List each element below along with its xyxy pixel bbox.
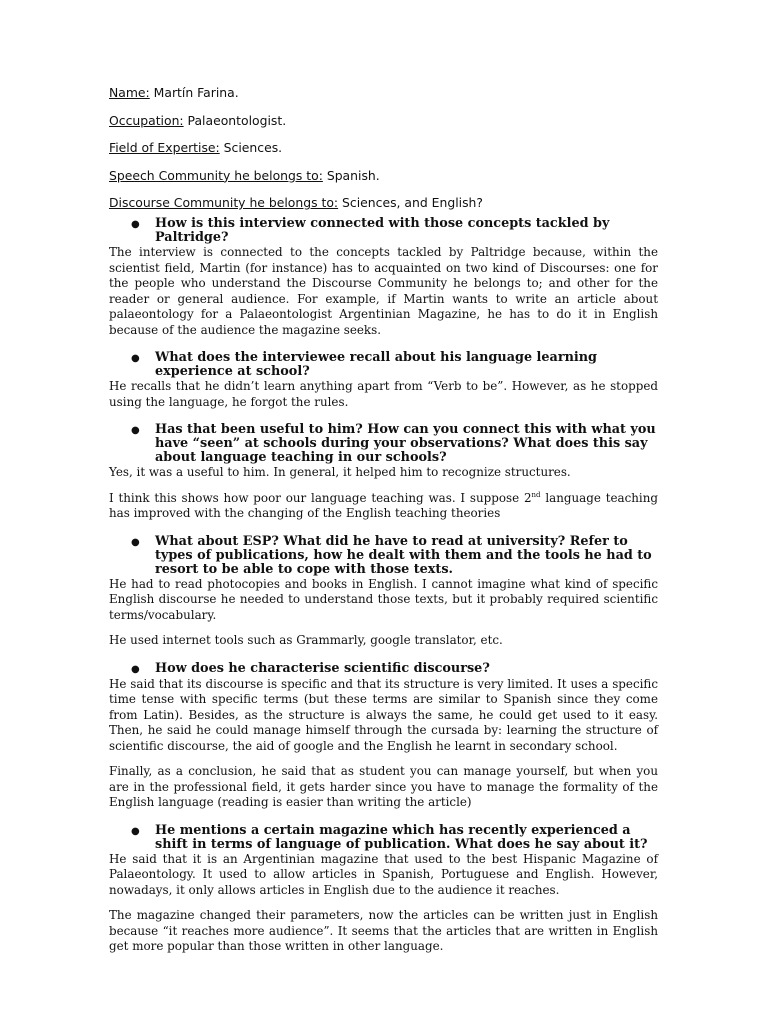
bullet-icon: ●	[131, 663, 140, 675]
field-value: Martín Farina.	[149, 85, 239, 100]
answer-paragraph: He had to read photocopies and books in English. I cannot imagine what kind of specific English discourse he needed to understand those texts, but it probably required scientific terms/vocabulary.	[109, 576, 658, 622]
field-of-expertise-field	[109, 140, 658, 155]
field-label: Name:	[109, 85, 150, 100]
field-label: Discourse Community he belongs to:	[109, 195, 339, 210]
field-label: Speech Community he belongs to:	[109, 167, 323, 183]
question-text: He mentions a certain magazine which has recently experienced a shift in terms of language of publication. What does he say about it?	[155, 822, 648, 852]
answer-paragraph	[109, 491, 658, 522]
answer-text: language teaching has improved with the changing of the English teaching theories	[109, 490, 658, 520]
question-1	[109, 217, 658, 245]
bullet-icon: ●	[131, 536, 140, 548]
bullet-icon: ●	[131, 425, 140, 436]
answer-paragraph: Yes, it was a useful to him. In general, it helped him to recognize structures.	[109, 465, 571, 479]
answer-paragraph: He said that it is an Argentinian magazine that used to the best Hispanic Magazine of Palaeontology. It used to allow articles in Spanish, Portuguese and English. However, nowadays, it only allows articles in English due to the audience it reaches.	[109, 851, 658, 897]
document-page	[109, 85, 658, 955]
field-value: Spanish.	[322, 167, 380, 183]
question-text: Has that been useful to him? How can you connect this with what you have “seen” at schools during your observations? What does this say about language teaching in our schools?	[155, 422, 656, 465]
field-label: Field of Expertise:	[109, 140, 220, 155]
occupation-field	[109, 113, 658, 128]
answer-paragraph: The interview is connected to the concepts tackled by Paltridge because, within the scientist field, Martin (for instance) has to acquainted on two kind of Discourses: one for the people who understand the Discourse Community he belongs to; and other for the reader or general audience. For example, if Martin wants to write an article about palaeontology for a Palaeontologist Argentinian Magazine, he has to do it in English because of the audience the magazine seeks.	[109, 245, 658, 337]
question-6	[109, 824, 658, 852]
answer-paragraph: Finally, as a conclusion, he said that as student you can manage yourself, but when you are in the professional field, it gets harder since you have to manage the formality of the English language (reading is easier than writing the article)	[109, 764, 658, 809]
bullet-icon: ●	[131, 353, 140, 364]
speech-community-field	[109, 168, 658, 183]
question-text: What about ESP? What did he have to read at university? Refer to types of publications, how he dealt with them and the tools he had to resort to be able to cope with those texts.	[155, 533, 652, 577]
field-value: Palaeontologist.	[183, 112, 287, 128]
question-4	[109, 535, 658, 577]
answer-paragraph: He recalls that he didn’t learn anything apart from “Verb to be”. However, as he stopped using the language, he forgot the rules.	[109, 379, 658, 409]
bullet-icon: ●	[131, 825, 140, 837]
ordinal-suffix: nd	[531, 490, 541, 499]
question-text: How does he characterise scientific discourse?	[155, 660, 490, 676]
question-text: How is this interview connected with those concepts tackled by Paltridge?	[155, 216, 610, 245]
answer-paragraph: He used internet tools such as Grammarly, google translator, etc.	[109, 633, 503, 647]
bullet-icon: ●	[131, 219, 140, 230]
field-value: Sciences.	[219, 140, 283, 155]
name-field	[109, 85, 658, 100]
question-2	[109, 351, 658, 379]
question-3	[109, 423, 658, 465]
answer-text: I think this shows how poor our language teaching was. I suppose 2	[109, 490, 532, 505]
field-value: Sciences, and English?	[338, 195, 483, 210]
question-5	[109, 662, 658, 677]
field-label: Occupation:	[109, 112, 184, 128]
question-text: What does the interviewee recall about his language learning experience at school?	[155, 350, 597, 379]
answer-paragraph: He said that its discourse is specific and that its structure is very limited. It uses a specific time tense with specific terms (but these terms are similar to Spanish since they come from Latin). Besides, as the structure is always the same, he could get used to it easy. Then, he said he could manage himself through the cursada by: learning the structure of scientific discourse, the aid of google and the English he learnt in secondary school.	[109, 676, 658, 753]
discourse-community-field	[109, 195, 658, 210]
answer-paragraph: The magazine changed their parameters, now the articles can be written just in English because “it reaches more audience”. It seems that the articles that are written in English get more popular than those written in other language.	[109, 908, 658, 953]
